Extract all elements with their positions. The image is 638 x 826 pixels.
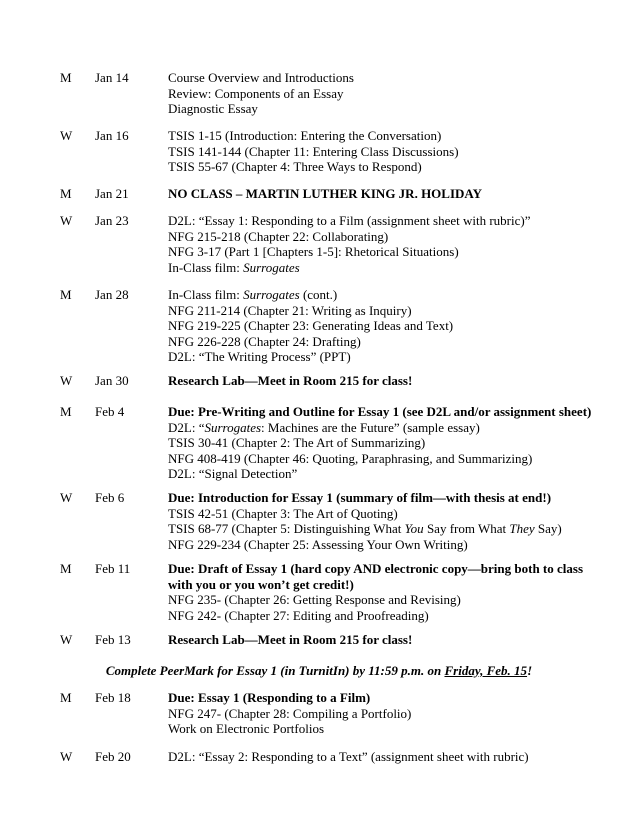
row-content [168, 373, 608, 389]
row-content [168, 749, 608, 765]
film-title: Surrogates [243, 287, 300, 302]
row-line: NFG 229-234 (Chapter 25: Assessing Your Own Writing) [168, 536, 468, 552]
line-text: Say from What [423, 521, 510, 536]
due-line: Due: Pre-Writing and Outline for Essay 1 (see D2L and/or assignment sheet) [168, 404, 592, 419]
row-line: NFG 226-228 (Chapter 24: Drafting) [168, 333, 361, 349]
note-text: Complete PeerMark for Essay 1 (in TurnitIn) by 11:59 p.m. on [105, 663, 445, 678]
row-line: NFG 3-17 (Part 1 [Chapters 1-5]: Rhetorical Situations) [168, 244, 459, 259]
row-line: Research Lab—Meet in Room 215 for class! [168, 632, 413, 647]
row-date: Feb 4 [95, 404, 125, 419]
line-text: TSIS 68-77 (Chapter 5: Distinguishing What [168, 521, 405, 536]
row-line: TSIS 141-144 (Chapter 11: Entering Class Discussions) [168, 143, 459, 159]
row-date: Jan 28 [95, 287, 129, 302]
row-content [168, 70, 608, 117]
row-content [168, 186, 608, 202]
row-line: D2L: “Signal Detection” [168, 466, 298, 481]
row-content [168, 213, 608, 275]
due-line: Due: Draft of Essay 1 (hard copy AND electronic copy—bring both to class [168, 561, 584, 576]
due-line: Due: Introduction for Essay 1 (summary of film—with thesis at end!) [168, 490, 552, 505]
row-line: NFG 408-419 (Chapter 46: Quoting, Paraphrasing, and Summarizing) [168, 450, 533, 466]
row-line: D2L: “Essay 2: Responding to a Text” (assignment sheet with rubric) [168, 749, 529, 764]
row-line: D2L: “Essay 1: Responding to a Film (assignment sheet with rubric)” [168, 213, 531, 228]
emphasis: You [404, 521, 424, 536]
row-content [168, 561, 608, 623]
row-line [168, 521, 608, 537]
row-day: W [60, 632, 73, 647]
row-day: M [60, 561, 72, 576]
row-line: NFG 247- (Chapter 28: Compiling a Portfolio) [168, 705, 412, 721]
row-line [168, 420, 608, 436]
row-line: NFG 242- (Chapter 27: Editing and Proofreading) [168, 607, 429, 623]
row-content [168, 128, 608, 175]
row-day: W [60, 749, 73, 764]
holiday-line: NO CLASS – MARTIN LUTHER KING JR. HOLIDAY [168, 186, 482, 201]
row-line: TSIS 30-41 (Chapter 2: The Art of Summarizing) [168, 435, 426, 450]
row-day: M [60, 690, 72, 705]
due-line: with you or you won’t get credit!) [168, 576, 354, 592]
row-day: M [60, 70, 72, 85]
row-line [168, 260, 608, 276]
row-line: NFG 215-218 (Chapter 22: Collaborating) [168, 228, 389, 244]
row-content [168, 632, 608, 648]
peermark-note [0, 663, 638, 679]
row-date: Feb 20 [95, 749, 131, 764]
film-title: Surrogates [243, 259, 300, 275]
row-day: M [60, 287, 72, 302]
row-day: W [60, 490, 73, 505]
due-line: Due: Essay 1 (Responding to a Film) [168, 690, 371, 705]
row-line: Work on Electronic Portfolios [168, 721, 325, 736]
row-date: Feb 11 [95, 561, 131, 576]
row-line: NFG 211-214 (Chapter 21: Writing as Inquiry) [168, 302, 412, 318]
emphasis: They [509, 521, 535, 536]
note-text: ! [527, 663, 533, 678]
row-date: Feb 6 [95, 490, 125, 505]
row-line: NFG 219-225 (Chapter 23: Generating Ideas and Text) [168, 318, 454, 333]
line-text: In-Class film: [168, 259, 244, 275]
row-date: Jan 23 [95, 213, 129, 228]
row-date: Jan 21 [95, 186, 129, 201]
row-line: Research Lab—Meet in Room 215 for class! [168, 373, 413, 388]
row-day: M [60, 404, 72, 419]
row-content [168, 690, 608, 737]
row-date: Feb 18 [95, 690, 131, 705]
row-line [168, 287, 608, 303]
row-date: Jan 16 [95, 128, 129, 143]
row-content [168, 287, 608, 365]
line-text: In-Class film: [168, 287, 244, 302]
line-text: (cont.) [299, 287, 338, 302]
row-day: W [60, 213, 73, 228]
row-date: Jan 14 [95, 70, 129, 85]
line-text: : Machines are the Future” (sample essay) [261, 419, 480, 435]
row-day: W [60, 373, 73, 388]
row-line: TSIS 1-15 (Introduction: Entering the Conversation) [168, 128, 442, 143]
row-date: Jan 30 [95, 373, 129, 388]
line-text: Say) [534, 521, 562, 536]
line-text: D2L: “ [168, 419, 205, 435]
row-line: D2L: “The Writing Process” (PPT) [168, 349, 351, 364]
row-date: Feb 13 [95, 632, 131, 647]
row-day: W [60, 128, 73, 143]
row-line: TSIS 42-51 (Chapter 3: The Art of Quoting) [168, 505, 398, 521]
row-line: Review: Components of an Essay [168, 85, 344, 101]
row-day: M [60, 186, 72, 201]
note-deadline: Friday, Feb. 15 [444, 663, 528, 678]
row-line: Diagnostic Essay [168, 101, 258, 116]
row-content [168, 404, 608, 482]
row-line: NFG 235- (Chapter 26: Getting Response and Revising) [168, 592, 461, 607]
film-title: Surrogates [204, 419, 262, 435]
row-line: TSIS 55-67 (Chapter 4: Three Ways to Respond) [168, 159, 422, 174]
row-content [168, 490, 608, 552]
row-line: Course Overview and Introductions [168, 70, 354, 85]
